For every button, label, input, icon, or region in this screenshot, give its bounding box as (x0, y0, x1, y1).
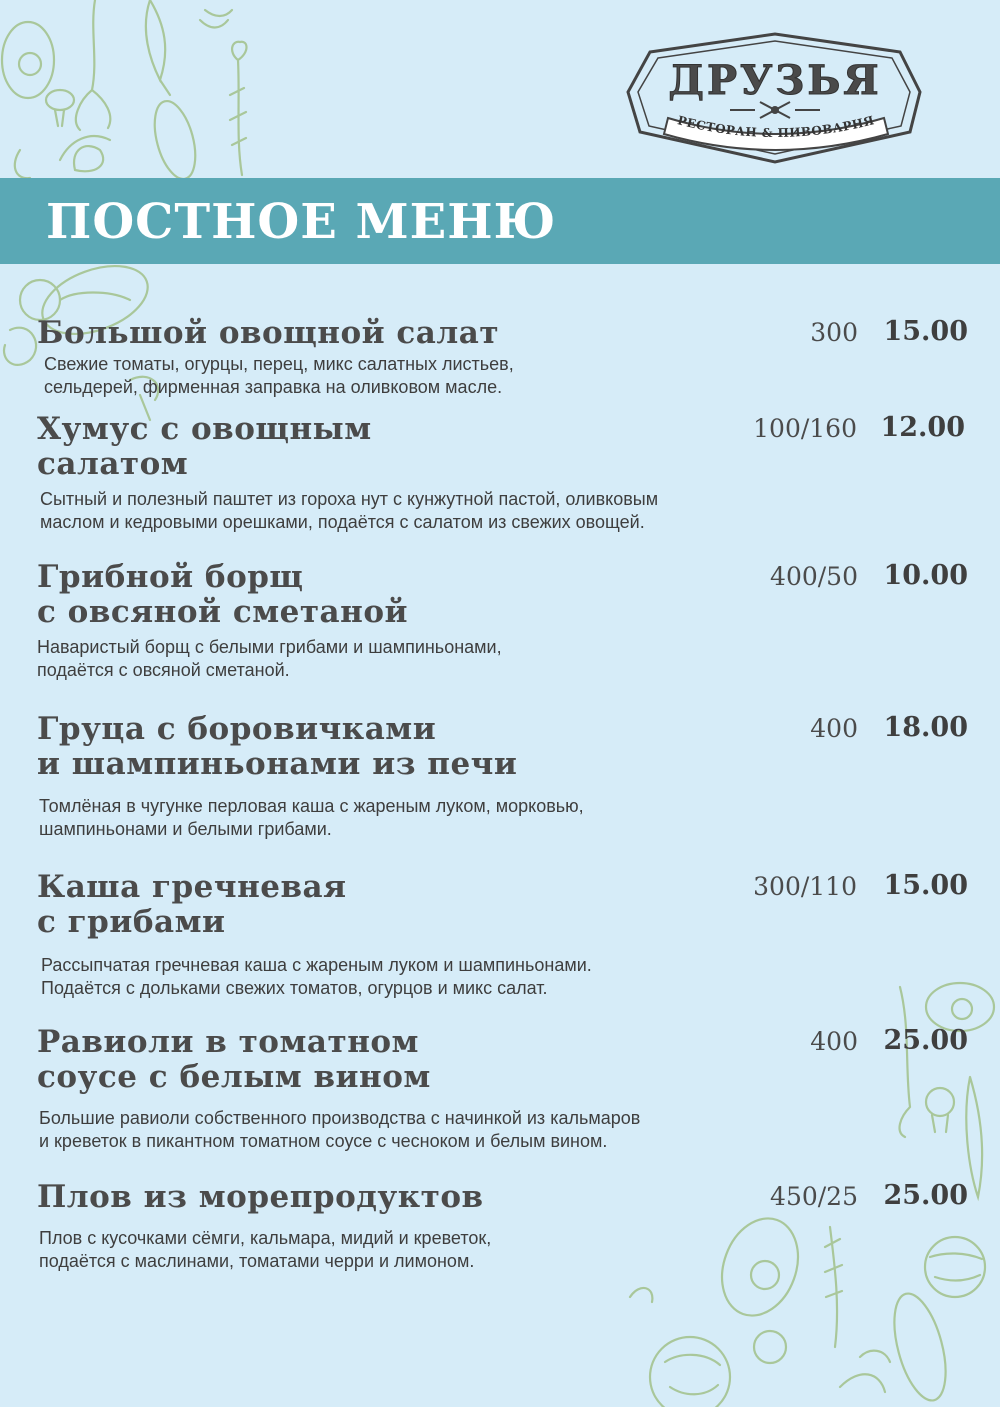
dish-description: Рассыпчатая гречневая каша с жареным луком и шампиньонами. Подаётся с дольками свежих томатов, огурцов и микс салат. (41, 955, 592, 998)
logo-subtitle: РЕСТОРАН & ПИВОВАРНЯ (676, 113, 876, 141)
dish-weight: 400 (810, 1027, 858, 1056)
dish-weight: 300 (810, 318, 858, 347)
dish-name: Плов из морепродуктов (37, 1179, 484, 1215)
dish-weight: 100/160 (753, 414, 857, 443)
dish-name: Груца с боровичками и шампиньонами из печи (37, 711, 518, 782)
dish-description: Плов с кусочками сёмги, кальмара, мидий и креветок, подаётся с маслинами, томатами черри и лимоном. (39, 1228, 492, 1271)
dish-description: Свежие томаты, огурцы, перец, микс салатных листьев, сельдерей, фирменная заправка на оливковом масле. (44, 354, 514, 397)
dish-description: Томлёная в чугунке перловая каша с жареным луком, морковью, шампиньонами и белыми грибами. (39, 796, 584, 839)
dish-price: 15.00 (883, 870, 968, 901)
dish-weight: 400/50 (770, 562, 858, 591)
dish-price: 25.00 (883, 1025, 968, 1056)
dish-description: Наваристый борщ с белыми грибами и шампиньонами, подаётся с овсяной сметаной. (37, 637, 502, 680)
dish-price: 15.00 (883, 316, 968, 347)
dish-weight: 450/25 (770, 1182, 858, 1211)
dish-name: Каша гречневая с грибами (37, 869, 347, 940)
menu-title: ПОСТНОЕ МЕНЮ (46, 194, 557, 250)
dish-description: Сытный и полезный паштет из гороха нут с кунжутной пастой, оливковым маслом и кедровыми орешками, подаётся с салатом из свежих овощей. (40, 489, 659, 532)
dish-weight: 300/110 (753, 872, 857, 901)
logo-emblem-icon (620, 22, 930, 172)
dish-price: 10.00 (883, 560, 968, 591)
dish-name: Хумус с овощным салатом (37, 411, 372, 482)
dish-description: Большие равиоли собственного производства с начинкой из кальмаров и креветок в пикантном томатном соусе с чесноком и белым вином. (39, 1108, 641, 1151)
dish-price: 18.00 (883, 712, 968, 743)
dish-name: Равиоли в томатном соусе с белым вином (37, 1024, 431, 1095)
dish-price: 12.00 (880, 412, 965, 443)
dish-name: Грибной борщ с овсяной сметаной (37, 559, 408, 630)
logo-name: ДРУЗЬЯ (668, 57, 882, 104)
dish-name: Большой овощной салат (37, 315, 500, 351)
dish-weight: 400 (810, 714, 858, 743)
dish-price: 25.00 (883, 1180, 968, 1211)
restaurant-logo (620, 22, 930, 172)
